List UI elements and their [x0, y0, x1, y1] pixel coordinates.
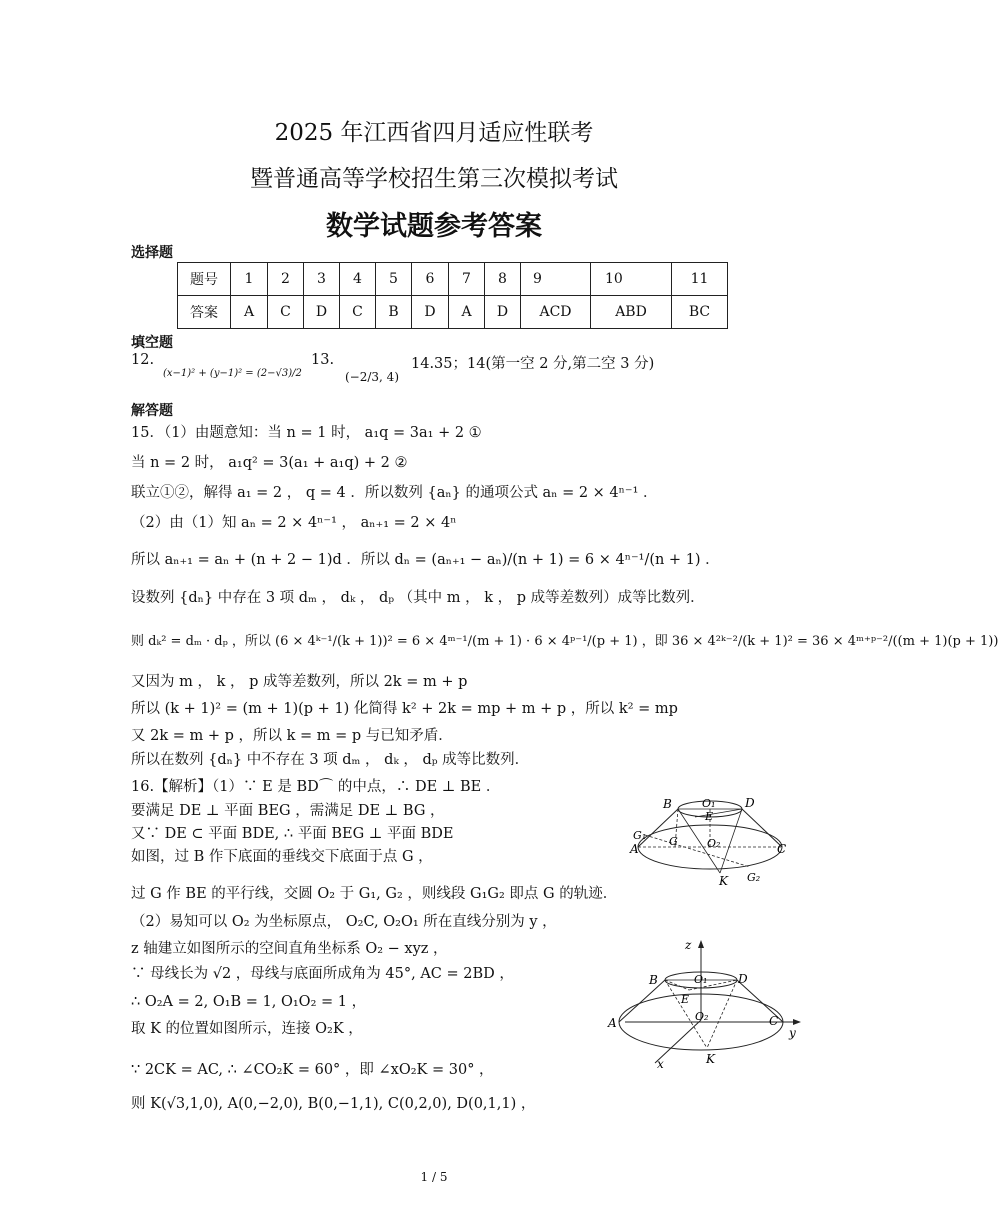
axis-label: y	[789, 1026, 796, 1040]
table-cell: 2	[268, 263, 304, 296]
q13-answer: (−2/3, 4)	[345, 370, 399, 384]
figure-label: B	[649, 973, 658, 987]
solution-line: z 轴建立如图所示的空间直角坐标系 O₂ − xyz ，	[131, 941, 448, 957]
section-solve: 解答题	[131, 403, 173, 419]
figure-label: B	[663, 797, 672, 811]
section-choice: 选择题	[131, 245, 173, 261]
answer-table	[177, 262, 728, 329]
document-heading: 数学试题参考答案	[326, 211, 542, 242]
table-row	[178, 263, 728, 296]
table-cell: 4	[340, 263, 376, 296]
table-cell: BC	[672, 296, 728, 329]
solution-line: 又∵ DE ⊂ 平面 BDE, ∴ 平面 BEG ⊥ 平面 BDE	[131, 826, 454, 842]
figure-label: O₁	[694, 973, 708, 986]
exam-subtitle: 暨普通高等学校招生第三次模拟考试	[250, 166, 618, 192]
table-cell: 3	[304, 263, 340, 296]
solution-line: 所以 (k + 1)² = (m + 1)(p + 1) 化简得 k² + 2k = mp + m + p ，所以 k² = mp	[131, 701, 678, 717]
frustum-figure-2	[605, 935, 805, 1070]
solution-line: 当 n = 2 时， a₁q² = 3(a₁ + a₁q) + 2 ②	[131, 455, 408, 471]
solution-line: 则 dₖ² = dₘ · dₚ ，所以 (6 × 4ᵏ⁻¹/(k + 1))² = 6 × 4ᵐ⁻¹/(m + 1) · 6 × 4ᵖ⁻¹/(p + 1) ，即 36 × 4²ᵏ⁻²/(k + 1)² = 36 × 4ᵐ⁺ᵖ⁻²/((m + 1)(p + 1))	[131, 634, 998, 649]
q13-label: 13.	[311, 352, 335, 368]
solution-line: 则 K(√3,1,0), A(0,−2,0), B(0,−1,1), C(0,2,0), D(0,1,1) ，	[131, 1096, 536, 1112]
solution-line: 设数列 {dₙ} 中存在 3 项 dₘ ， dₖ ， dₚ （其中 m ， k ， p 成等差数列）成等比数列．	[131, 590, 705, 606]
figure-label: C	[769, 1014, 779, 1028]
solution-line: 联立①②，解得 a₁ = 2 ， q = 4 ．所以数列 {aₙ} 的通项公式 aₙ = 2 × 4ⁿ⁻¹ ．	[131, 485, 658, 501]
figure-label: G₂	[747, 871, 761, 884]
figure-label: E	[681, 993, 690, 1006]
table-cell: 9	[521, 263, 591, 296]
figure-label: D	[738, 972, 748, 986]
solution-line: 所以 aₙ₊₁ = aₙ + (n + 2 − 1)d ．所以 dₙ = (aₙ₊₁ − aₙ)/(n + 1) = 6 × 4ⁿ⁻¹/(n + 1) ．	[131, 552, 720, 568]
solution-line: 15．（1）由题意知：当 n = 1 时， a₁q = 3a₁ + 2 ①	[131, 425, 482, 441]
solution-line: 如图，过 B 作下底面的垂线交下底面于点 G ，	[131, 849, 433, 865]
figure-label: C	[777, 842, 787, 856]
figure-label: E	[705, 810, 714, 823]
solution-line: 又因为 m ， k ， p 成等差数列，所以 2k = m + p	[131, 674, 468, 690]
figure-label: G₁	[633, 829, 647, 842]
table-cell: C	[268, 296, 304, 329]
figure-label: O₂	[707, 837, 721, 850]
table-row	[178, 296, 728, 329]
table-cell: ABD	[591, 296, 672, 329]
solution-line: ∴ O₂A = 2, O₁B = 1, O₁O₂ = 1 ，	[131, 994, 367, 1010]
figure-label: A	[608, 1016, 617, 1030]
table-cell: D	[304, 296, 340, 329]
figure-label: G	[669, 835, 678, 848]
solution-line: 16.【解析】（1）∵ E 是 BD⌒ 的中点，∴ DE ⊥ BE ．	[131, 779, 501, 795]
table-cell: D	[485, 296, 521, 329]
figure-label: K	[719, 874, 728, 888]
solution-line: 又 2k = m + p ，所以 k = m = p 与已知矛盾．	[131, 728, 453, 744]
axis-label: x	[657, 1057, 664, 1071]
solution-line: ∵ 母线长为 √2 ，母线与底面所成角为 45°, AC = 2BD ，	[131, 966, 514, 982]
row-label: 答案	[178, 296, 231, 329]
table-cell: 11	[672, 263, 728, 296]
table-cell: A	[449, 296, 485, 329]
table-cell: 5	[376, 263, 412, 296]
figure-label: O₂	[695, 1010, 709, 1023]
figure-label: A	[630, 842, 639, 856]
row-label: 题号	[178, 263, 231, 296]
section-fill: 填空题	[131, 335, 173, 351]
solution-line: ∵ 2CK = AC, ∴ ∠CO₂K = 60° ，即 ∠xO₂K = 30° ，	[131, 1062, 494, 1078]
solution-line: （2）由（1）知 aₙ = 2 × 4ⁿ⁻¹ ， aₙ₊₁ = 2 × 4ⁿ	[131, 515, 457, 531]
table-cell: D	[412, 296, 449, 329]
frustum-figure-1	[625, 795, 800, 890]
table-cell: 1	[231, 263, 268, 296]
table-cell: 8	[485, 263, 521, 296]
table-cell: C	[340, 296, 376, 329]
exam-title: 2025 年江西省四月适应性联考	[274, 120, 594, 146]
figure-label: D	[745, 796, 755, 810]
table-cell: ACD	[521, 296, 591, 329]
q12-label: 12.	[131, 352, 155, 368]
figure-label: K	[706, 1052, 715, 1066]
table-cell: A	[231, 296, 268, 329]
table-cell: 6	[412, 263, 449, 296]
q12-answer: (x−1)² + (y−1)² = (2−√3)/2	[163, 368, 302, 379]
axis-label: z	[685, 938, 692, 952]
solution-line: 要满足 DE ⊥ 平面 BEG ，需满足 DE ⊥ BG ，	[131, 803, 445, 819]
table-cell: B	[376, 296, 412, 329]
table-cell: 10	[591, 263, 672, 296]
page-number: 1 / 5	[420, 1170, 448, 1184]
solution-line: （2）易知可以 O₂ 为坐标原点， O₂C, O₂O₁ 所在直线分别为 y ，	[131, 914, 557, 930]
solution-line: 所以在数列 {dₙ} 中不存在 3 项 dₘ ， dₖ ， dₚ 成等比数列．	[131, 752, 530, 768]
figure-label: O₁	[702, 797, 716, 810]
solution-line: 取 K 的位置如图所示，连接 O₂K ，	[131, 1021, 363, 1037]
solution-line: 过 G 作 BE 的平行线，交圆 O₂ 于 G₁, G₂ ，则线段 G₁G₂ 即点 G 的轨迹．	[131, 886, 618, 902]
table-cell: 7	[449, 263, 485, 296]
q14-answer: 14.35；14(第一空 2 分,第二空 3 分)	[411, 356, 655, 372]
